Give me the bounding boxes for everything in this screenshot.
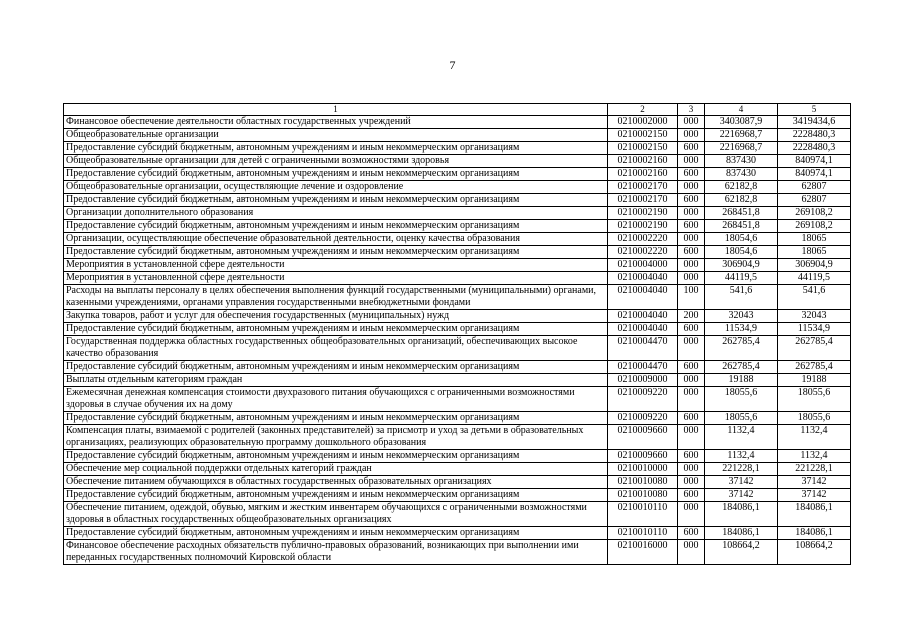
expense-type-code-cell: 000	[678, 476, 705, 489]
expense-type-code-cell: 600	[678, 194, 705, 207]
row-name-cell: Организации дополнительного образования	[64, 207, 608, 220]
table-row	[64, 450, 851, 463]
amount-year-2-cell: 1132,4	[778, 450, 851, 463]
expense-type-code-cell: 600	[678, 323, 705, 336]
expense-type-code-cell: 200	[678, 310, 705, 323]
row-name-cell: Финансовое обеспечение расходных обязательств публично-правовых образований, возникающих при выполнении ими переданных государственных полномочий Кировской области	[64, 540, 608, 565]
table-row	[64, 207, 851, 220]
amount-year-1-cell: 32043	[705, 310, 778, 323]
amount-year-1-cell: 268451,8	[705, 207, 778, 220]
expense-type-code-cell: 100	[678, 285, 705, 310]
budget-table-body	[64, 104, 851, 565]
amount-year-1-cell: 184086,1	[705, 527, 778, 540]
amount-year-1-cell: 18055,6	[705, 412, 778, 425]
expense-type-code-cell: 600	[678, 142, 705, 155]
row-name-cell: Общеобразовательные организации для детей с ограниченными возможностями здоровья	[64, 155, 608, 168]
row-name-cell: Предоставление субсидий бюджетным, автономным учреждениям и иным некоммерческим организациям	[64, 361, 608, 374]
expense-type-code-cell: 000	[678, 540, 705, 565]
column-header-5: 5	[778, 104, 851, 116]
target-article-code-cell: 0210004040	[608, 323, 678, 336]
table-row	[64, 168, 851, 181]
amount-year-2-cell: 32043	[778, 310, 851, 323]
amount-year-2-cell: 18065	[778, 246, 851, 259]
amount-year-1-cell: 62182,8	[705, 181, 778, 194]
row-name-cell: Предоставление субсидий бюджетным, автономным учреждениям и иным некоммерческим организациям	[64, 450, 608, 463]
expense-type-code-cell: 000	[678, 463, 705, 476]
expense-type-code-cell: 000	[678, 181, 705, 194]
amount-year-2-cell: 11534,9	[778, 323, 851, 336]
row-name-cell: Финансовое обеспечение деятельности областных государственных учреждений	[64, 116, 608, 129]
table-row	[64, 361, 851, 374]
target-article-code-cell: 0210010110	[608, 527, 678, 540]
table-row	[64, 310, 851, 323]
row-name-cell: Обеспечение питанием обучающихся в областных государственных образовательных организациях	[64, 476, 608, 489]
expense-type-code-cell: 600	[678, 527, 705, 540]
expense-type-code-cell: 000	[678, 155, 705, 168]
expense-type-code-cell: 600	[678, 168, 705, 181]
amount-year-1-cell: 18054,6	[705, 246, 778, 259]
target-article-code-cell: 0210009000	[608, 374, 678, 387]
target-article-code-cell: 0210004470	[608, 336, 678, 361]
table-row	[64, 259, 851, 272]
row-name-cell: Предоставление субсидий бюджетным, автономным учреждениям и иным некоммерческим организациям	[64, 323, 608, 336]
table-row	[64, 463, 851, 476]
target-article-code-cell: 0210002220	[608, 246, 678, 259]
target-article-code-cell: 0210010110	[608, 502, 678, 527]
table-row	[64, 387, 851, 412]
table-row	[64, 155, 851, 168]
amount-year-2-cell: 269108,2	[778, 207, 851, 220]
table-row	[64, 116, 851, 129]
expense-type-code-cell: 000	[678, 374, 705, 387]
target-article-code-cell: 0210009220	[608, 412, 678, 425]
amount-year-2-cell: 62807	[778, 181, 851, 194]
amount-year-1-cell: 306904,9	[705, 259, 778, 272]
row-name-cell: Предоставление субсидий бюджетным, автономным учреждениям и иным некоммерческим организациям	[64, 168, 608, 181]
expense-type-code-cell: 000	[678, 336, 705, 361]
expense-type-code-cell: 000	[678, 207, 705, 220]
amount-year-1-cell: 184086,1	[705, 502, 778, 527]
table-row	[64, 323, 851, 336]
target-article-code-cell: 0210002150	[608, 142, 678, 155]
expense-type-code-cell: 000	[678, 129, 705, 142]
target-article-code-cell: 0210002190	[608, 220, 678, 233]
target-article-code-cell: 0210002170	[608, 194, 678, 207]
row-name-cell: Выплаты отдельным категориям граждан	[64, 374, 608, 387]
column-header-2: 2	[608, 104, 678, 116]
table-row	[64, 502, 851, 527]
target-article-code-cell: 0210002170	[608, 181, 678, 194]
target-article-code-cell: 0210009660	[608, 450, 678, 463]
amount-year-2-cell: 840974,1	[778, 168, 851, 181]
amount-year-1-cell: 837430	[705, 168, 778, 181]
row-name-cell: Государственная поддержка областных государственных общеобразовательных организаций, обеспечивающих высокое качество образования	[64, 336, 608, 361]
table-row	[64, 285, 851, 310]
target-article-code-cell: 0210004040	[608, 272, 678, 285]
column-header-1: 1	[64, 104, 608, 116]
row-name-cell: Организации, осуществляющие обеспечение образовательной деятельности, оценку качества образования	[64, 233, 608, 246]
amount-year-2-cell: 306904,9	[778, 259, 851, 272]
amount-year-1-cell: 18055,6	[705, 387, 778, 412]
amount-year-2-cell: 184086,1	[778, 527, 851, 540]
table-row	[64, 129, 851, 142]
amount-year-2-cell: 2228480,3	[778, 129, 851, 142]
amount-year-2-cell: 18055,6	[778, 387, 851, 412]
amount-year-1-cell: 11534,9	[705, 323, 778, 336]
expense-type-code-cell: 000	[678, 259, 705, 272]
amount-year-1-cell: 1132,4	[705, 450, 778, 463]
target-article-code-cell: 0210009660	[608, 425, 678, 450]
target-article-code-cell: 0210004000	[608, 259, 678, 272]
amount-year-2-cell: 262785,4	[778, 336, 851, 361]
amount-year-1-cell: 262785,4	[705, 361, 778, 374]
row-name-cell: Общеобразовательные организации	[64, 129, 608, 142]
amount-year-2-cell: 108664,2	[778, 540, 851, 565]
target-article-code-cell: 0210009220	[608, 387, 678, 412]
target-article-code-cell: 0210004040	[608, 285, 678, 310]
amount-year-2-cell: 221228,1	[778, 463, 851, 476]
amount-year-2-cell: 62807	[778, 194, 851, 207]
target-article-code-cell: 0210004040	[608, 310, 678, 323]
row-name-cell: Мероприятия в установленной сфере деятельности	[64, 272, 608, 285]
target-article-code-cell: 0210002000	[608, 116, 678, 129]
target-article-code-cell: 0210002150	[608, 129, 678, 142]
table-row	[64, 181, 851, 194]
row-name-cell: Мероприятия в установленной сфере деятельности	[64, 259, 608, 272]
amount-year-2-cell: 1132,4	[778, 425, 851, 450]
row-name-cell: Закупка товаров, работ и услуг для обеспечения государственных (муниципальных) нужд	[64, 310, 608, 323]
row-name-cell: Предоставление субсидий бюджетным, автономным учреждениям и иным некоммерческим организациям	[64, 194, 608, 207]
amount-year-1-cell: 108664,2	[705, 540, 778, 565]
amount-year-1-cell: 541,6	[705, 285, 778, 310]
target-article-code-cell: 0210002220	[608, 233, 678, 246]
row-name-cell: Обеспечение питанием, одеждой, обувью, мягким и жестким инвентарем обучающихся с ограниченными возможностями здоровья в областных государственных общеобразовательных организациях	[64, 502, 608, 527]
table-row	[64, 527, 851, 540]
expense-type-code-cell: 600	[678, 220, 705, 233]
amount-year-1-cell: 837430	[705, 155, 778, 168]
amount-year-1-cell: 37142	[705, 489, 778, 502]
row-name-cell: Предоставление субсидий бюджетным, автономным учреждениям и иным некоммерческим организациям	[64, 412, 608, 425]
target-article-code-cell: 0210010000	[608, 463, 678, 476]
column-header-4: 4	[705, 104, 778, 116]
row-name-cell: Компенсация платы, взимаемой с родителей (законных представителей) за присмотр и уход за детьми в образовательных организациях, реализующих образовательную программу дошкольного образования	[64, 425, 608, 450]
amount-year-1-cell: 1132,4	[705, 425, 778, 450]
page-number: 7	[449, 58, 456, 72]
table-row	[64, 194, 851, 207]
table-row	[64, 489, 851, 502]
amount-year-2-cell: 184086,1	[778, 502, 851, 527]
target-article-code-cell: 0210010080	[608, 489, 678, 502]
amount-year-1-cell: 37142	[705, 476, 778, 489]
target-article-code-cell: 0210016000	[608, 540, 678, 565]
amount-year-1-cell: 3403087,9	[705, 116, 778, 129]
amount-year-1-cell: 19188	[705, 374, 778, 387]
row-name-cell: Предоставление субсидий бюджетным, автономным учреждениям и иным некоммерческим организациям	[64, 527, 608, 540]
expense-type-code-cell: 000	[678, 502, 705, 527]
expense-type-code-cell: 600	[678, 489, 705, 502]
table-row	[64, 272, 851, 285]
amount-year-2-cell: 262785,4	[778, 361, 851, 374]
table-row	[64, 336, 851, 361]
table-row	[64, 142, 851, 155]
row-name-cell: Общеобразовательные организации, осуществляющие лечение и оздоровление	[64, 181, 608, 194]
expense-type-code-cell: 000	[678, 387, 705, 412]
row-name-cell: Предоставление субсидий бюджетным, автономным учреждениям и иным некоммерческим организациям	[64, 220, 608, 233]
row-name-cell: Предоставление субсидий бюджетным, автономным учреждениям и иным некоммерческим организациям	[64, 142, 608, 155]
expense-type-code-cell: 600	[678, 450, 705, 463]
table-row	[64, 220, 851, 233]
amount-year-2-cell: 18065	[778, 233, 851, 246]
target-article-code-cell: 0210002160	[608, 168, 678, 181]
target-article-code-cell: 0210004470	[608, 361, 678, 374]
amount-year-2-cell: 3419434,6	[778, 116, 851, 129]
amount-year-1-cell: 262785,4	[705, 336, 778, 361]
row-name-cell: Расходы на выплаты персоналу в целях обеспечения выполнения функций государственными (муниципальными) органами, казенными учреждениями, органами управления государственными внебюджетными фондами	[64, 285, 608, 310]
expense-type-code-cell: 600	[678, 246, 705, 259]
table-row	[64, 233, 851, 246]
row-name-cell: Предоставление субсидий бюджетным, автономным учреждениям и иным некоммерческим организациям	[64, 246, 608, 259]
amount-year-1-cell: 2216968,7	[705, 129, 778, 142]
target-article-code-cell: 0210010080	[608, 476, 678, 489]
target-article-code-cell: 0210002160	[608, 155, 678, 168]
expense-type-code-cell: 000	[678, 425, 705, 450]
column-header-3: 3	[678, 104, 705, 116]
target-article-code-cell: 0210002190	[608, 207, 678, 220]
table-row	[64, 476, 851, 489]
amount-year-1-cell: 44119,5	[705, 272, 778, 285]
amount-year-1-cell: 62182,8	[705, 194, 778, 207]
amount-year-2-cell: 37142	[778, 489, 851, 502]
amount-year-2-cell: 541,6	[778, 285, 851, 310]
table-row	[64, 540, 851, 565]
expense-type-code-cell: 600	[678, 412, 705, 425]
table-row	[64, 412, 851, 425]
amount-year-2-cell: 37142	[778, 476, 851, 489]
amount-year-2-cell: 269108,2	[778, 220, 851, 233]
amount-year-1-cell: 221228,1	[705, 463, 778, 476]
table-row	[64, 246, 851, 259]
amount-year-2-cell: 2228480,3	[778, 142, 851, 155]
table-header-row	[64, 104, 851, 116]
amount-year-2-cell: 19188	[778, 374, 851, 387]
amount-year-2-cell: 840974,1	[778, 155, 851, 168]
amount-year-2-cell: 18055,6	[778, 412, 851, 425]
table-row	[64, 374, 851, 387]
expense-type-code-cell: 000	[678, 233, 705, 246]
amount-year-1-cell: 2216968,7	[705, 142, 778, 155]
row-name-cell: Ежемесячная денежная компенсация стоимости двухразового питания обучающихся с ограниченными возможностями здоровья в случае обучения их на дому	[64, 387, 608, 412]
amount-year-1-cell: 18054,6	[705, 233, 778, 246]
expense-type-code-cell: 000	[678, 116, 705, 129]
amount-year-2-cell: 44119,5	[778, 272, 851, 285]
budget-table	[63, 103, 851, 565]
row-name-cell: Обеспечение мер социальной поддержки отдельных категорий граждан	[64, 463, 608, 476]
expense-type-code-cell: 600	[678, 361, 705, 374]
row-name-cell: Предоставление субсидий бюджетным, автономным учреждениям и иным некоммерческим организациям	[64, 489, 608, 502]
expense-type-code-cell: 000	[678, 272, 705, 285]
table-row	[64, 425, 851, 450]
amount-year-1-cell: 268451,8	[705, 220, 778, 233]
